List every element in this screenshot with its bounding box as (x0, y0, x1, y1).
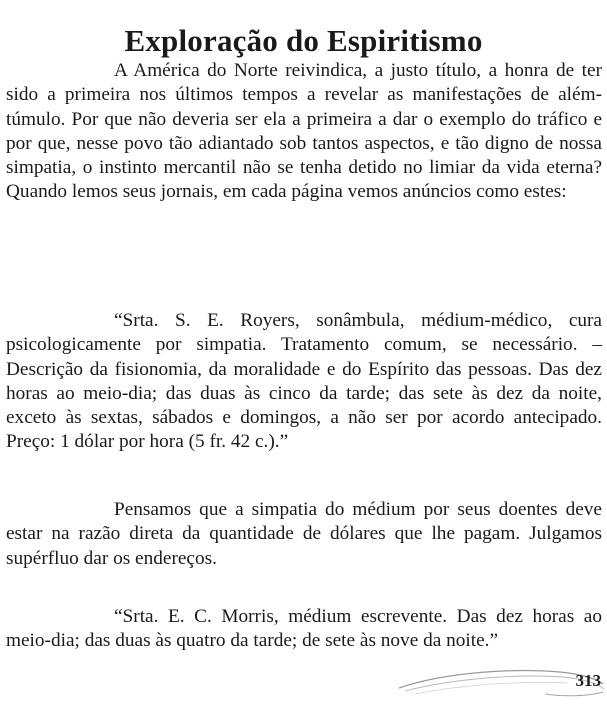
body-paragraph-commentary: Pensamos que a simpatia do médium por seus doentes deve estar na razão direta da quantidade de dólares que lhe pagam. Julgamos supérfluo dar os endereços. (6, 499, 602, 569)
page-title: Exploração do Espiritismo (124, 22, 483, 58)
body-paragraph-intro: A América do Norte reivindica, a justo título, a honra de ter sido a primeira nos últimos tempos a revelar as manifestações de além-túmulo. Por que não deveria ser ela a primeira a dar o exemplo do tráfico e por que, nesse povo tão adiantado sob tantos aspectos, e tão digno de nossa simpatia, o instinto mercantil não se tenha detido no limiar da vida eterna? Quando lemos seus jornais, em cada página vemos anúncios como estes: (6, 60, 602, 203)
quote-advertisement-royers: “Srta. S. E. Royers, sonâmbula, médium-médico, cura psicologicamente por simpatia. Tratamento comum, se necessário. – Descrição da fisionomia, da moralidade e do Espírito das pessoas. Das dez horas ao meio-dia; das duas às cinco da tarde; das sete às dez da noite, exceto às sextas, sábados e domingos, a não ser por acordo antecipado. Preço: 1 dólar por hora (5 fr. 42 c.).” (6, 310, 602, 453)
page-number: 313 (575, 671, 601, 690)
quote-advertisement-morris: “Srta. E. C. Morris, médium escrevente. Das dez horas ao meio-dia; das duas às quatro da tarde; de sete às nove da noite.” (6, 606, 602, 652)
